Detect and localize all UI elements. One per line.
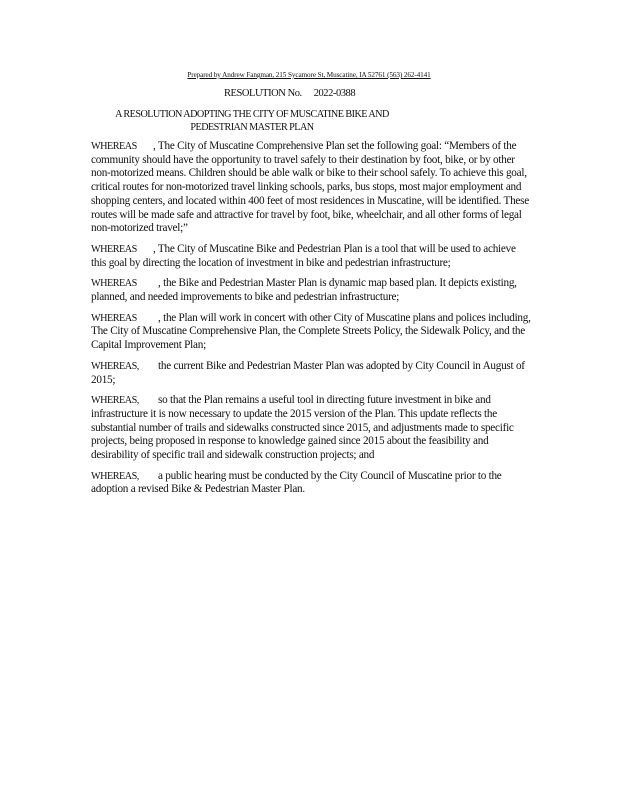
prepared-by-line: Prepared by Andrew Fangman, 215 Sycamore St, Muscatine, IA 52761 (563) 262-4141 [187, 71, 431, 79]
clause-text: , The City of Muscatine Comprehensive Plan set the following goal: “Members of the community should have the opportunity to travel safely to their destination by foot, bike, or by other non-motorized means. Children should be able walk or bike to their school safely. To achieve this goal, critical routes for non-motorized travel linking schools, parks, bus stops, most major employment and shopping centers, and located within 400 feet of most residences in Muscatine, will be identified. These routes will be made safe and attractive for travel by foot, bike, wheelchair, and all other forms of legal non-motorized travel;” [91, 140, 529, 235]
whereas-clause-1 [91, 140, 531, 236]
whereas-clause-2 [91, 243, 531, 270]
whereas-keyword: WHEREAS, [91, 395, 139, 407]
whereas-keyword: WHEREAS [91, 141, 137, 152]
clause-text: , the Bike and Pedestrian Master Plan is dynamic map based plan. It depicts existing, planned, and needed improvements to bike and pedestrian infrastructure; [91, 277, 517, 304]
whereas-clause-4 [91, 312, 531, 353]
whereas-keyword: WHEREAS, [91, 470, 139, 482]
resolution-label: RESOLUTION No. [224, 88, 302, 99]
title-line-1: A RESOLUTION ADOPTING THE CITY OF MUSCATINE BIKE AND [115, 109, 389, 120]
whereas-keyword: WHEREAS [91, 312, 137, 324]
whereas-clause-3 [91, 277, 531, 304]
resolution-number-line [224, 88, 355, 99]
whereas-clause-5 [91, 360, 531, 387]
whereas-keyword: WHEREAS [91, 243, 137, 255]
clause-text: a public hearing must be conducted by the City Council of Muscatine prior to the adoption a revised Bike & Pedestrian Master Plan. [91, 469, 502, 496]
resolution-number: 2022-0388 [313, 88, 356, 99]
title-line-2: PEDESTRIAN MASTER PLAN [190, 122, 314, 133]
clause-text: , the Plan will work in concert with other City of Muscatine plans and polices including, The City of Muscatine Comprehensive Plan, the Complete Streets Policy, the Sidewalk Policy, and the Capital Improvement Plan; [91, 311, 531, 352]
clause-text: so that the Plan remains a useful tool in directing future investment in bike and infrastructure it is now necessary to update the 2015 version of the Plan. This update reflects the substantial number of trails and sidewalks constructed since 2015, and adjustments made to specific projects, being proposed in response to knowledge gained since 2015 about the feasibility and desirability of specific trail and sidewalk construction projects; and [91, 394, 514, 462]
whereas-clause-7 [91, 470, 531, 497]
whereas-keyword: WHEREAS [91, 278, 137, 290]
resolution-title [112, 108, 392, 134]
resolution-body [91, 140, 531, 504]
clause-text: , The City of Muscatine Bike and Pedestrian Plan is a tool that will be used to achieve this goal by directing the location of investment in bike and pedestrian infrastructure; [91, 242, 516, 269]
clause-text: the current Bike and Pedestrian Master Plan was adopted by City Council in August of 2015; [91, 359, 525, 386]
whereas-keyword: WHEREAS, [91, 360, 139, 372]
whereas-clause-6 [91, 394, 531, 463]
